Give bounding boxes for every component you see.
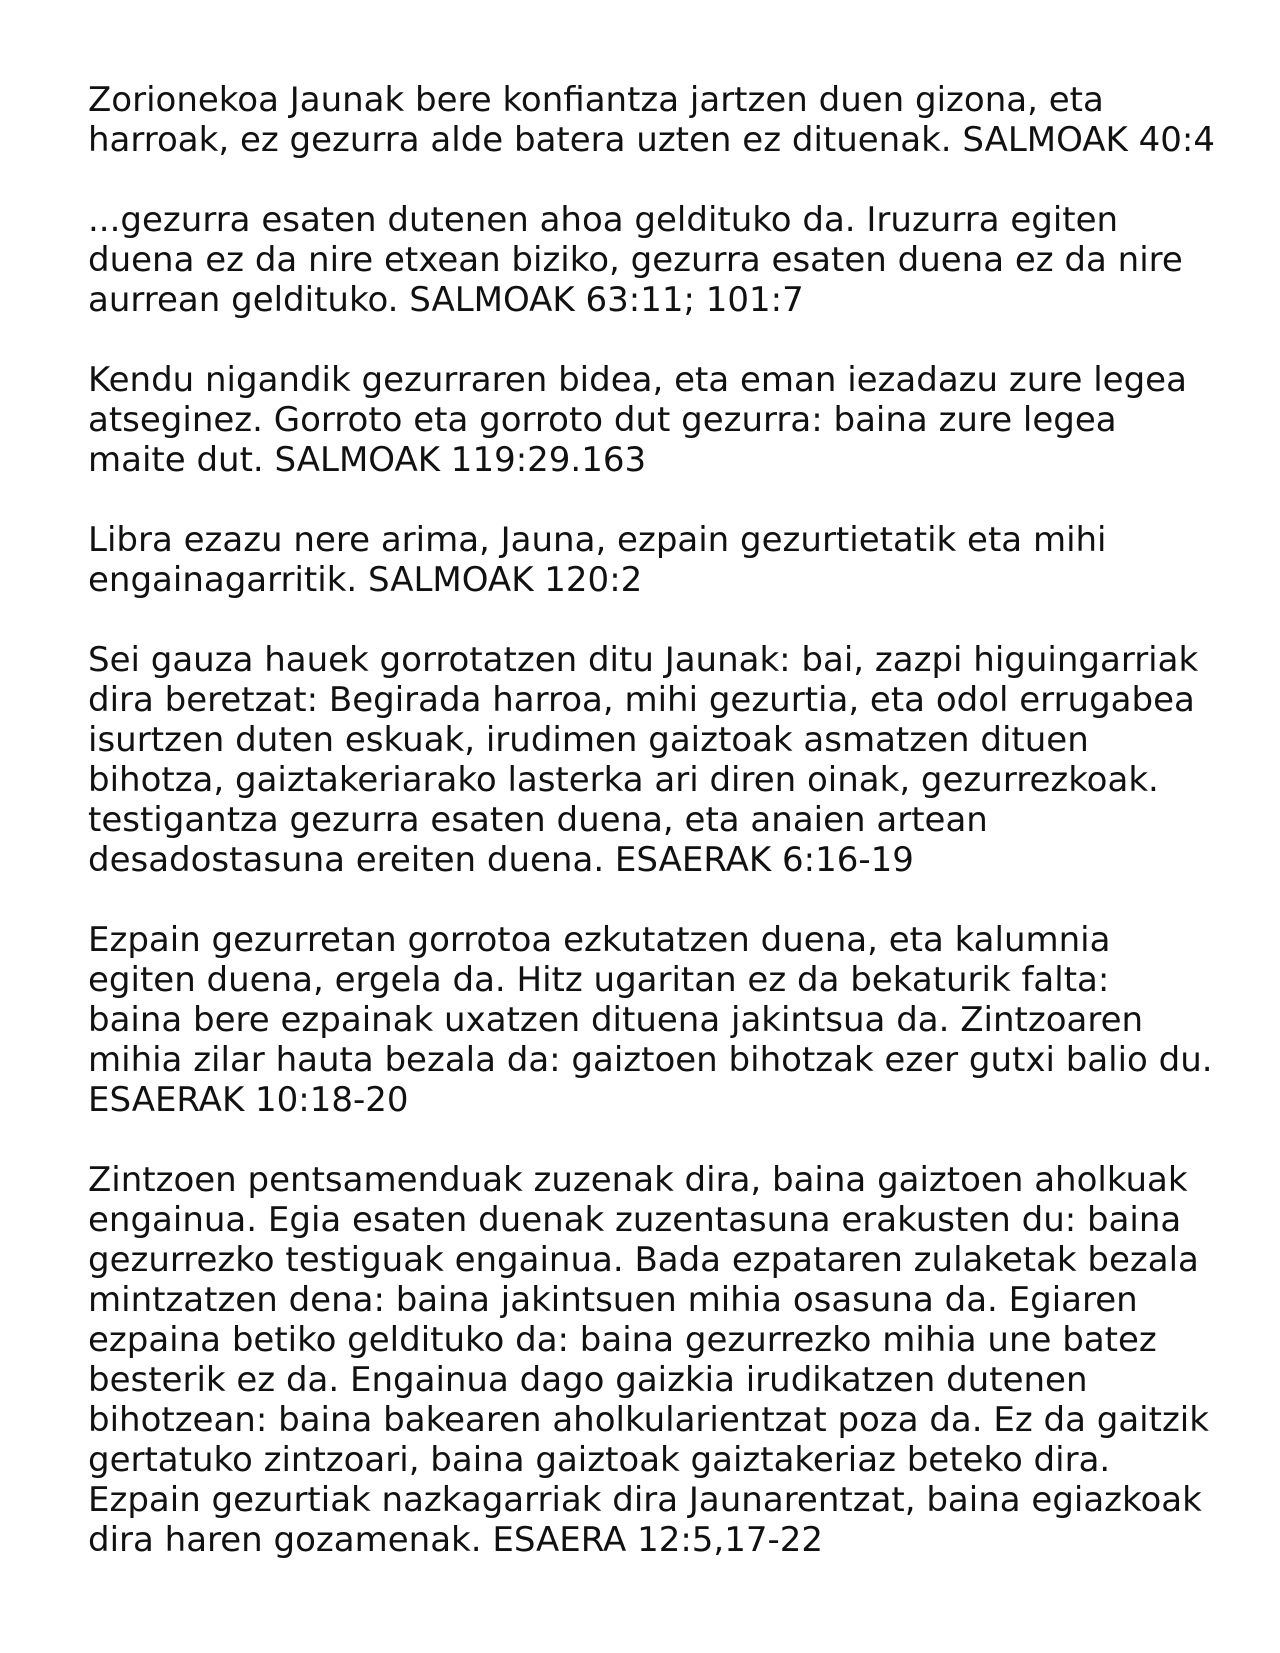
text-line: desadostasuna ereiten duena. ESAERAK 6:16-19 [88,840,914,880]
text-line: gertatuko zintzoari, baina gaiztoak gaiztakeriaz beteko dira. [88,1440,1111,1480]
text-line: Zorionekoa Jaunak bere konfiantza jartzen duen gizona, eta [88,80,1104,120]
text-line: Sei gauza hauek gorrotatzen ditu Jaunak: bai, zazpi higuingarriak [88,640,1199,680]
text-line: ezpaina betiko geldituko da: baina gezurrezko mihia une batez [88,1320,1157,1360]
paragraph-salmoak-63-11 [88,200,1218,320]
text-line: bihotzean: baina bakearen aholkularientzat poza da. Ez da gaitzik [88,1400,1209,1440]
paragraph-salmoak-40-4 [88,80,1218,160]
text-line: egiten duena, ergela da. Hitz ugaritan ez da bekaturik falta: [88,960,1110,1000]
text-line: Ezpain gezurtiak nazkagarriak dira Jaunarentzat, baina egiazkoak [88,1480,1202,1520]
paragraph-esaerak-10 [88,920,1218,1120]
text-line: dira beretzat: Begirada harroa, mihi gezurtia, eta odol errugabea [88,680,1195,720]
text-line: atseginez. Gorroto eta gorroto dut gezurra: baina zure legea [88,400,1117,440]
text-line: engainua. Egia esaten duenak zuzentasuna erakusten du: baina [88,1200,1182,1240]
document-page [88,80,1218,1600]
text-line: ...gezurra esaten dutenen ahoa geldituko da. Iruzurra egiten [88,200,1119,240]
paragraph-salmoak-119 [88,360,1218,480]
text-line: isurtzen duten eskuak, irudimen gaiztoak asmatzen dituen [88,720,1089,760]
text-line: maite dut. SALMOAK 119:29.163 [88,440,647,480]
text-line: Ezpain gezurretan gorrotoa ezkutatzen duena, eta kalumnia [88,920,1111,960]
text-line: harroak, ez gezurra alde batera uzten ez dituenak. SALMOAK 40:4 [88,120,1215,160]
text-line: mintzatzen dena: baina jakintsuen mihia osasuna da. Egiaren [88,1280,1138,1320]
text-line: duena ez da nire etxean biziko, gezurra esaten duena ez da nire [88,240,1183,280]
paragraph-esaerak-6 [88,640,1218,880]
text-line: Libra ezazu nere arima, Jauna, ezpain gezurtietatik eta mihi [88,520,1107,560]
text-line: Kendu nigandik gezurraren bidea, eta eman iezadazu zure legea [88,360,1187,400]
paragraph-salmoak-120-2 [88,520,1218,600]
text-line: testigantza gezurra esaten duena, eta anaien artean [88,800,988,840]
text-line: ESAERAK 10:18-20 [88,1080,409,1120]
text-line: besterik ez da. Engainua dago gaizkia irudikatzen dutenen [88,1360,1088,1400]
text-line: baina bere ezpainak uxatzen dituena jakintsua da. Zintzoaren [88,1000,1144,1040]
text-line: mihia zilar hauta bezala da: gaiztoen bihotzak ezer gutxi balio du. [88,1040,1213,1080]
text-line: dira haren gozamenak. ESAERA 12:5,17-22 [88,1520,824,1560]
text-line: aurrean geldituko. SALMOAK 63:11; 101:7 [88,280,804,320]
text-line: engainagarritik. SALMOAK 120:2 [88,560,643,600]
text-line: bihotza, gaiztakeriarako lasterka ari diren oinak, gezurrezkoak. [88,760,1159,800]
paragraph-esaera-12 [88,1160,1218,1560]
text-line: gezurrezko testiguak engainua. Bada ezpataren zulaketak bezala [88,1240,1199,1280]
text-line: Zintzoen pentsamenduak zuzenak dira, baina gaiztoen aholkuak [88,1160,1188,1200]
